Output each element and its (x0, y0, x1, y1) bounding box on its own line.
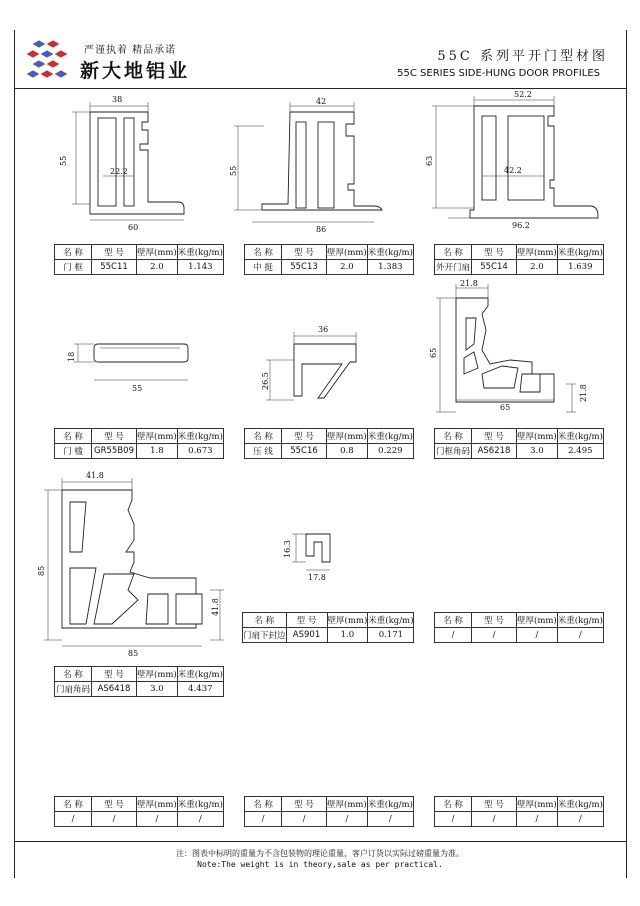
dim-label: 38 (112, 95, 123, 104)
spec-table (244, 244, 414, 275)
spec-table (54, 428, 224, 459)
cell-model: AS901 (286, 628, 327, 643)
cell-name: 门扇下封边 (243, 628, 287, 643)
cell-name: 中 挺 (245, 260, 282, 275)
cell-name: 压 线 (245, 444, 282, 459)
table-header: 名 称 (245, 245, 282, 260)
drawing-AS6218 (420, 278, 600, 418)
cell-weight: 1.639 (557, 260, 603, 275)
cell-model: 55C14 (472, 260, 517, 275)
dim-label: 52.2 (514, 90, 532, 99)
table-header: 米重(kg/m) (367, 429, 413, 444)
dim-label: 55 (229, 165, 238, 176)
table-header: 名 称 (435, 429, 472, 444)
dim-label: 22.2 (110, 167, 128, 176)
table-header: 壁厚(mm) (327, 429, 368, 444)
cell-model: / (472, 628, 517, 643)
table-header: 米重(kg/m) (557, 429, 603, 444)
table-header: 米重(kg/m) (177, 797, 223, 812)
page-title-en: 55C SERIES SIDE-HUNG DOOR PROFILES (397, 68, 600, 79)
right-border (626, 30, 627, 878)
dim-label: 36 (318, 325, 329, 334)
dim-label: 16.3 (283, 540, 292, 558)
spec-table (434, 796, 604, 827)
table-header: 型 号 (472, 797, 517, 812)
table-header: 型 号 (282, 429, 327, 444)
dim-label: 60 (128, 223, 139, 232)
drawing-55C16 (250, 320, 380, 410)
drawing-AS6418 (30, 468, 230, 658)
table-header: 米重(kg/m) (177, 667, 223, 682)
dim-label: 41.8 (86, 471, 104, 480)
cell-weight: / (557, 628, 603, 643)
logo-cube-icon (24, 40, 70, 82)
table-header: 名 称 (245, 429, 282, 444)
cell-wall: / (517, 628, 558, 643)
table-header: 名 称 (435, 797, 472, 812)
cell-weight: / (557, 812, 603, 827)
spec-table (434, 612, 604, 643)
cell-wall: 3.0 (137, 682, 178, 697)
cell-name: / (55, 812, 92, 827)
table-header: 名 称 (55, 667, 92, 682)
table-header: 名 称 (435, 245, 472, 260)
table-header: 名 称 (55, 245, 92, 260)
cell-wall: / (137, 812, 178, 827)
dim-label: 42 (316, 97, 327, 106)
table-header: 米重(kg/m) (557, 797, 603, 812)
cell-wall: / (327, 812, 368, 827)
table-header: 型 号 (92, 667, 137, 682)
table-header: 壁厚(mm) (517, 245, 558, 260)
drawing-55C13 (224, 92, 394, 237)
dim-label: 65 (500, 403, 511, 412)
cell-weight: 0.229 (367, 444, 413, 459)
dim-label: 41.8 (211, 598, 220, 616)
table-header: 壁厚(mm) (137, 429, 178, 444)
table-header: 壁厚(mm) (327, 613, 368, 628)
cell-weight: 4.437 (177, 682, 223, 697)
cell-weight: 0.171 (368, 628, 414, 643)
table-header: 型 号 (472, 245, 517, 260)
company-logo (24, 40, 70, 86)
page-title-cn: 55C 系列平开门型材图 (437, 49, 608, 64)
cell-name: / (435, 812, 472, 827)
dim-label: 65 (429, 347, 438, 358)
dim-label: 55 (59, 155, 68, 166)
cell-wall: 3.0 (517, 444, 558, 459)
footer-note-en: Note:The weight is in theory,sale as per practical. (197, 860, 443, 869)
cell-model: GR55B09 (92, 444, 137, 459)
cell-weight: 1.383 (367, 260, 413, 275)
cell-weight: / (367, 812, 413, 827)
cell-model: 55C16 (282, 444, 327, 459)
spec-table (242, 612, 414, 643)
dim-label: 18 (67, 351, 76, 362)
table-header: 壁厚(mm) (517, 797, 558, 812)
dim-label: 17.8 (308, 573, 326, 582)
cell-name: 门 槛 (55, 444, 92, 459)
spec-table (54, 666, 224, 697)
dim-label: 21.8 (460, 279, 478, 288)
cell-name: 门框角码 (435, 444, 472, 459)
cell-weight: 1.143 (177, 260, 223, 275)
cell-wall: / (517, 812, 558, 827)
dim-label: 85 (37, 565, 46, 576)
table-header: 壁厚(mm) (137, 797, 178, 812)
table-header: 米重(kg/m) (177, 429, 223, 444)
table-header: 型 号 (472, 613, 517, 628)
cell-wall: 1.0 (327, 628, 368, 643)
table-header: 米重(kg/m) (367, 797, 413, 812)
dim-label: 26.5 (261, 372, 270, 390)
spec-table (54, 796, 224, 827)
cell-wall: 0.8 (327, 444, 368, 459)
table-header: 型 号 (286, 613, 327, 628)
dim-label: 85 (128, 649, 139, 658)
dim-label: 86 (316, 225, 327, 234)
table-header: 壁厚(mm) (517, 613, 558, 628)
logo-slogan: 严谨执着 精品承诺 (84, 45, 177, 56)
footer-divider (14, 841, 627, 842)
table-header: 型 号 (472, 429, 517, 444)
table-header: 型 号 (92, 797, 137, 812)
table-header: 壁厚(mm) (137, 245, 178, 260)
spec-table (434, 428, 604, 459)
dim-label: 63 (425, 155, 434, 166)
cell-model: AS6418 (92, 682, 137, 697)
cell-name: / (245, 812, 282, 827)
cell-model: 55C11 (92, 260, 137, 275)
dim-label: 21.8 (579, 384, 588, 402)
cell-model: / (282, 812, 327, 827)
table-header: 米重(kg/m) (367, 245, 413, 260)
table-header: 米重(kg/m) (557, 245, 603, 260)
table-header: 米重(kg/m) (177, 245, 223, 260)
spec-table (244, 428, 414, 459)
drawing-GR55B09 (60, 330, 200, 410)
spec-table (244, 796, 414, 827)
cell-model: 55C13 (282, 260, 327, 275)
table-header: 名 称 (245, 797, 282, 812)
cell-wall: 2.0 (137, 260, 178, 275)
table-header: 名 称 (55, 429, 92, 444)
dim-label: 42.2 (504, 166, 522, 175)
left-border (14, 30, 15, 878)
cell-weight: / (177, 812, 223, 827)
cell-name: 外开门扇 (435, 260, 472, 275)
table-header: 米重(kg/m) (557, 613, 603, 628)
table-header: 型 号 (92, 429, 137, 444)
cell-name: 门 框 (55, 260, 92, 275)
table-header: 型 号 (92, 245, 137, 260)
cell-wall: 2.0 (327, 260, 368, 275)
cell-model: / (92, 812, 137, 827)
cell-wall: 2.0 (517, 260, 558, 275)
spec-table (54, 244, 224, 275)
cell-model: AS6218 (472, 444, 517, 459)
spec-table (434, 244, 604, 275)
drawing-55C11 (48, 88, 208, 238)
table-header: 壁厚(mm) (137, 667, 178, 682)
table-header: 壁厚(mm) (517, 429, 558, 444)
dim-label: 55 (132, 384, 143, 393)
drawing-AS901 (280, 520, 360, 590)
table-header: 米重(kg/m) (368, 613, 414, 628)
table-header: 名 称 (435, 613, 472, 628)
cell-model: / (472, 812, 517, 827)
logo-name: 新大地铝业 (80, 60, 191, 82)
cell-weight: 0.673 (177, 444, 223, 459)
cell-name: / (435, 628, 472, 643)
cell-weight: 2.495 (557, 444, 603, 459)
table-header: 型 号 (282, 245, 327, 260)
footer-note-cn: 注：图表中标明的重量为不含包装物的理论重量，客户订货以实际过磅重量为准。 (176, 849, 464, 858)
cell-name: 门扇角码 (55, 682, 92, 697)
table-header: 型 号 (282, 797, 327, 812)
dim-label: 96.2 (512, 221, 530, 230)
table-header: 名 称 (243, 613, 287, 628)
table-header: 壁厚(mm) (327, 797, 368, 812)
drawing-55C14 (412, 86, 612, 236)
table-header: 名 称 (55, 797, 92, 812)
table-header: 壁厚(mm) (327, 245, 368, 260)
cell-wall: 1.8 (137, 444, 178, 459)
